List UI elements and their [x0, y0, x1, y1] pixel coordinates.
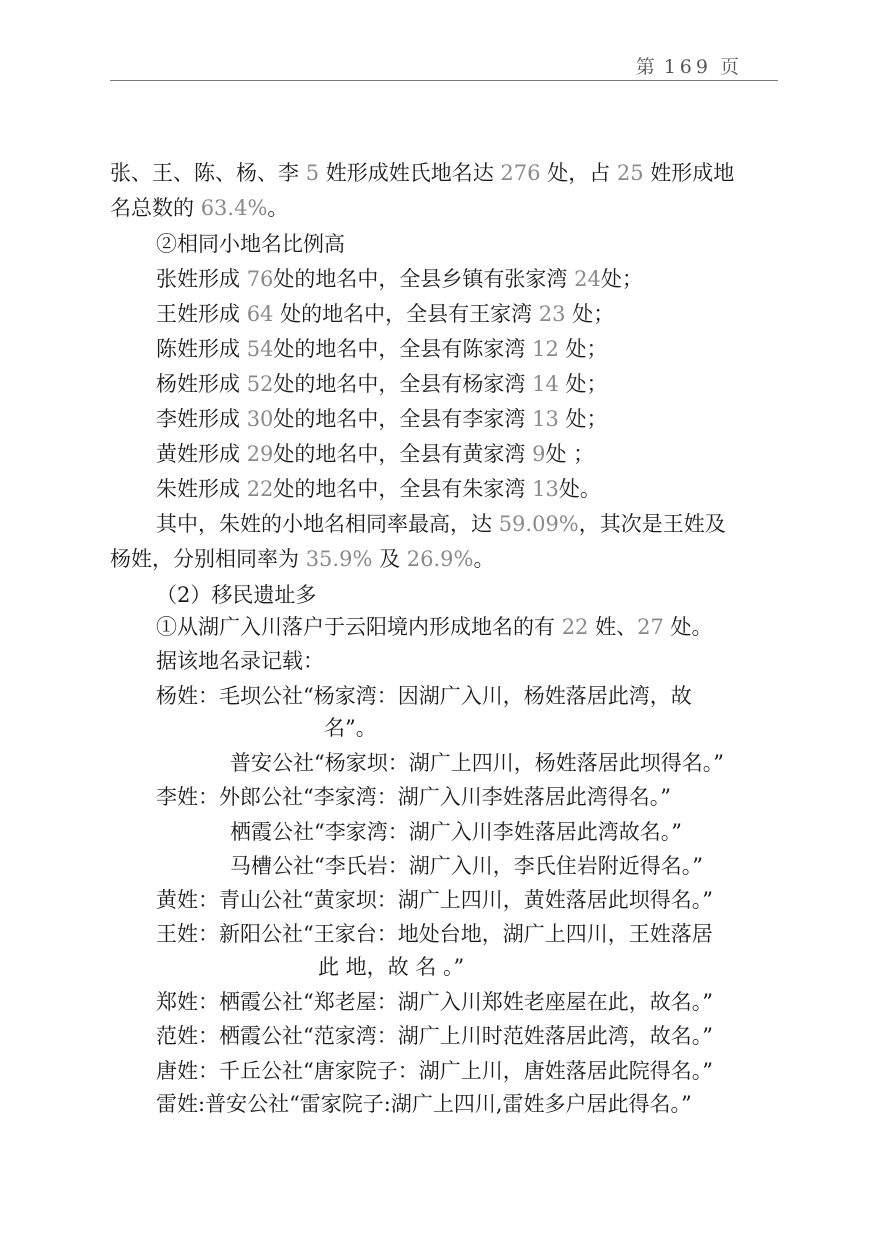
text-span: 处； — [558, 407, 608, 431]
text-line — [156, 474, 601, 504]
text-span: 其中，朱姓的小地名相同率最高，达 — [156, 512, 499, 536]
number-span: 30 — [246, 407, 274, 431]
text-span: 姓形成姓氏地名达 — [319, 161, 501, 185]
text-span: 王姓：新阳公社“王家台：地处台地，湖广上四川，王姓落居 — [156, 922, 713, 946]
text-line — [230, 851, 703, 881]
text-span: 处的地名中，全县有王家湾 — [273, 302, 539, 326]
page-suffix: 页 — [719, 56, 740, 78]
text-line — [110, 193, 288, 223]
text-span: 处。 — [558, 477, 601, 501]
text-span: 处的地名中，全县有黄家湾 — [273, 442, 533, 466]
text-span: 处； — [600, 267, 643, 291]
text-line — [230, 817, 682, 847]
text-span: 杨姓：毛坝公社“杨家湾：因湖广入川，杨姓落居此湾，故 — [156, 684, 692, 708]
text-span: 据该地名录记载： — [156, 649, 324, 673]
number-span: 63.4% — [200, 196, 268, 220]
text-line — [324, 713, 377, 743]
text-span: 及 — [372, 547, 407, 571]
text-span: 处的地名中，全县有李家湾 — [273, 407, 533, 431]
text-span: 李姓形成 — [156, 407, 247, 431]
text-line — [156, 646, 324, 676]
text-span: 处； — [558, 337, 608, 361]
text-span: 杨姓，分别相同率为 — [110, 547, 306, 571]
text-line — [156, 580, 316, 610]
number-span: 5 — [305, 161, 320, 185]
text-span: 姓形成地 — [643, 161, 735, 185]
text-span: ，其次是王姓及 — [578, 512, 726, 536]
text-span: 黄姓：青山公社“黄家坝：湖广上四川，黄姓落居此坝得名。” — [156, 888, 713, 912]
text-line — [156, 369, 608, 399]
text-line — [156, 229, 345, 259]
text-span: （2）移民遗址多 — [156, 583, 317, 607]
text-span: ①从湖广入川落户于云阳境内形成地名的有 — [156, 615, 562, 639]
number-span: 13 — [532, 477, 559, 501]
text-span: 。 — [267, 196, 289, 220]
number-span: 52 — [246, 372, 274, 396]
number-span: 76 — [246, 267, 274, 291]
text-line — [156, 1089, 692, 1119]
text-line — [156, 299, 614, 329]
text-span: 处的地名中，全县有杨家湾 — [273, 372, 533, 396]
number-span: 25 — [616, 161, 644, 185]
text-span: 处 ； — [545, 442, 595, 466]
number-span: 24 — [574, 267, 601, 291]
text-span: 栖霞公社“李家湾：湖广入川李姓落居此湾故名。” — [230, 820, 682, 844]
text-line — [156, 509, 726, 539]
number-span: 26.9% — [406, 547, 474, 571]
text-line — [156, 404, 608, 434]
text-span: 普安公社“杨家坝：湖广上四川，杨姓落居此坝得名。” — [230, 751, 724, 775]
text-span: 处； — [558, 372, 608, 396]
page-header — [110, 50, 778, 81]
text-line — [110, 158, 734, 188]
text-line — [156, 1056, 713, 1086]
page-number — [636, 52, 740, 79]
number-span: 12 — [532, 337, 559, 361]
text-line — [156, 681, 692, 711]
number-span: 23 — [538, 302, 566, 326]
number-span: 64 — [246, 302, 274, 326]
text-span: 马槽公社“李氏岩：湖广入川，李氏住岩附近得名。” — [230, 854, 703, 878]
text-line — [156, 782, 671, 812]
page-number-value: 169 — [663, 56, 712, 78]
number-span: 14 — [532, 372, 559, 396]
text-span: 张姓形成 — [156, 267, 247, 291]
number-span: 9 — [532, 442, 546, 466]
text-span: 唐姓：千丘公社“唐家院子：湖广上川，唐姓落居此院得名。” — [156, 1059, 713, 1083]
number-span: 13 — [532, 407, 559, 431]
text-line — [156, 612, 713, 642]
text-line — [156, 919, 713, 949]
text-span: 处。 — [663, 615, 713, 639]
text-line — [110, 544, 494, 574]
text-span: 名总数的 — [110, 196, 201, 220]
text-span: 张、王、陈、杨、李 — [110, 161, 306, 185]
text-span: 名”。 — [324, 716, 377, 740]
text-span: 雷姓:普安公社“雷家院子:湖广上四川,雷姓多户居此得名。” — [156, 1092, 692, 1116]
text-span: 王姓形成 — [156, 302, 247, 326]
text-span: 此 地，故 名 。” — [318, 955, 465, 979]
text-span: ②相同小地名比例高 — [156, 232, 345, 256]
text-line — [156, 439, 594, 469]
text-line — [230, 748, 724, 778]
text-span: 处的地名中，全县乡镇有张家湾 — [273, 267, 575, 291]
text-line — [156, 885, 713, 915]
text-line — [156, 264, 643, 294]
text-span: 。 — [473, 547, 495, 571]
number-span: 35.9% — [305, 547, 373, 571]
text-span: 处的地名中，全县有朱家湾 — [273, 477, 533, 501]
text-span: 处； — [565, 302, 615, 326]
number-span: 54 — [246, 337, 274, 361]
text-span: 处的地名中，全县有陈家湾 — [273, 337, 533, 361]
number-span: 27 — [637, 615, 664, 639]
text-span: 黄姓形成 — [156, 442, 247, 466]
text-line — [156, 987, 713, 1017]
text-span: 李姓：外郎公社“李家湾：湖广入川李姓落居此湾得名。” — [156, 785, 671, 809]
text-line — [156, 334, 608, 364]
text-line — [318, 952, 464, 982]
number-span: 22 — [561, 615, 589, 639]
text-span: 陈姓形成 — [156, 337, 247, 361]
text-line — [156, 1021, 713, 1051]
text-span: 郑姓：栖霞公社“郑老屋：湖广入川郑姓老座屋在此，故名。” — [156, 990, 713, 1014]
page-prefix: 第 — [635, 56, 656, 78]
text-span: 姓、 — [588, 615, 638, 639]
number-span: 59.09% — [498, 512, 579, 536]
text-span: 杨姓形成 — [156, 372, 247, 396]
number-span: 29 — [246, 442, 274, 466]
number-span: 22 — [246, 477, 274, 501]
text-span: 范姓：栖霞公社“范家湾：湖广上川时范姓落居此湾，故名。” — [156, 1024, 713, 1048]
text-span: 处，占 — [540, 161, 617, 185]
text-span: 朱姓形成 — [156, 477, 247, 501]
number-span: 276 — [500, 161, 541, 185]
